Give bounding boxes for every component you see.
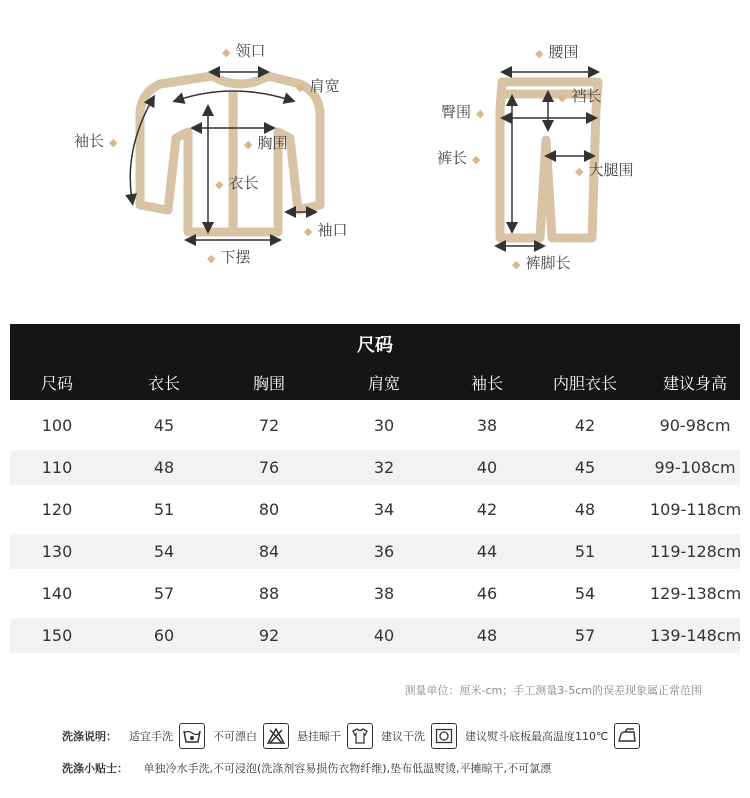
- cell-chest: 84: [258, 542, 280, 561]
- cell-shoulder: 34: [373, 500, 395, 519]
- cell-size: 120: [41, 500, 73, 519]
- cell-sleeve: 46: [476, 584, 498, 603]
- label-collar: ◆ 领口: [222, 42, 266, 60]
- wash-item-hang-dry: [297, 723, 373, 749]
- wash-item-dry-clean: [381, 723, 457, 749]
- cell-sleeve: 40: [476, 458, 498, 477]
- cell-length: 45: [153, 416, 175, 435]
- iron-icon: [614, 723, 640, 749]
- washing-instructions: [62, 718, 712, 754]
- header-height: 建议身高: [662, 373, 727, 393]
- cell-sleeve: 38: [476, 416, 498, 435]
- cell-length: 57: [153, 584, 175, 603]
- hand-wash-icon: [179, 723, 205, 749]
- cell-size: 150: [41, 626, 73, 645]
- jacket-measure-lines: [130, 72, 312, 240]
- hang-dry-icon: [347, 723, 373, 749]
- table-header-row: [10, 364, 740, 400]
- cell-lining-length: 42: [574, 416, 596, 435]
- cell-height: 119-128cm: [650, 542, 742, 561]
- measurement-diagram: [0, 0, 750, 290]
- cell-length: 48: [153, 458, 175, 477]
- cell-length: 60: [153, 626, 175, 645]
- cell-height: 129-138cm: [650, 584, 742, 603]
- cell-chest: 92: [258, 626, 280, 645]
- jacket-outline: [140, 76, 320, 232]
- label-chest: ◆ 胸围: [244, 134, 288, 152]
- wash-label: 适宜手洗: [129, 730, 173, 743]
- cell-height: 109-118cm: [650, 500, 742, 519]
- header-shoulder: 肩宽: [367, 373, 400, 393]
- dry-clean-icon: [431, 723, 457, 749]
- cell-size: 130: [41, 542, 73, 561]
- header-sleeve: 袖长: [470, 373, 503, 393]
- cell-lining-length: 54: [574, 584, 596, 603]
- cell-size: 100: [41, 416, 73, 435]
- header-lining-length: 内胆衣长: [552, 373, 617, 393]
- label-hip: 臀围 ◆: [441, 103, 485, 121]
- label-hem: ◆ 下摆: [207, 248, 251, 266]
- wash-item-hand-wash: [129, 723, 205, 749]
- cell-size: 140: [41, 584, 73, 603]
- label-leg-opening: ◆ 裤脚长: [512, 254, 571, 272]
- header-chest: 胸围: [252, 373, 285, 393]
- cell-chest: 76: [258, 458, 280, 477]
- no-bleach-icon: [263, 723, 289, 749]
- cell-lining-length: 48: [574, 500, 596, 519]
- measurement-note: 测量单位：厘米-cm；手工测量3-5cm的误差现象属正常范围: [404, 684, 702, 697]
- label-thigh: ◆ 大腿围: [575, 161, 634, 179]
- wash-label: 不可漂白: [213, 730, 257, 743]
- cell-size: 110: [41, 458, 73, 477]
- table-row: [10, 534, 740, 569]
- wash-label: 建议熨斗底板最高温度110℃: [465, 730, 609, 743]
- table-body: [10, 400, 740, 653]
- cell-height: 99-108cm: [654, 458, 736, 477]
- size-table: [10, 324, 740, 660]
- cell-shoulder: 32: [373, 458, 395, 477]
- cell-lining-length: 57: [574, 626, 596, 645]
- cell-height: 139-148cm: [650, 626, 742, 645]
- cell-sleeve: 44: [476, 542, 498, 561]
- label-shoulder: ◆ 肩宽: [296, 77, 340, 95]
- cell-chest: 72: [258, 416, 280, 435]
- cell-lining-length: 45: [574, 458, 596, 477]
- cell-chest: 80: [258, 500, 280, 519]
- label-crotch: ◆ 裆长: [558, 87, 602, 105]
- table-row: [10, 408, 740, 443]
- cell-length: 51: [153, 500, 175, 519]
- cell-shoulder: 38: [373, 584, 395, 603]
- cell-shoulder: 36: [373, 542, 395, 561]
- wash-item-iron: [465, 723, 640, 749]
- cell-shoulder: 30: [373, 416, 395, 435]
- wash-label: 悬挂晾干: [297, 730, 341, 743]
- header-size: 尺码: [40, 373, 73, 393]
- header-length: 衣长: [147, 373, 180, 393]
- washing-tips: [62, 760, 551, 776]
- cell-chest: 88: [258, 584, 280, 603]
- tips-title: 洗涤小贴士：: [62, 762, 128, 775]
- cell-length: 54: [153, 542, 175, 561]
- cell-sleeve: 42: [476, 500, 498, 519]
- table-row: [10, 618, 740, 653]
- label-cuff: ◆ 袖口: [304, 221, 348, 239]
- cell-height: 90-98cm: [659, 416, 731, 435]
- cell-sleeve: 48: [476, 626, 498, 645]
- table-row: [10, 450, 740, 485]
- cell-lining-length: 51: [574, 542, 596, 561]
- wash-label: 建议干洗: [381, 730, 425, 743]
- label-sleeve: 袖长 ◆: [74, 132, 118, 150]
- wash-item-no-bleach: [213, 723, 289, 749]
- label-waist: ◆ 腰围: [535, 43, 579, 61]
- wash-title: 洗涤说明：: [62, 730, 117, 743]
- label-pants-length: 裤长 ◆: [437, 149, 481, 167]
- table-title: 尺码: [10, 324, 740, 364]
- table-row: [10, 576, 740, 611]
- label-length: ◆ 衣长: [215, 174, 259, 192]
- tips-text: 单独冷水手洗,不可浸泡(洗涤剂容易损伤衣物纤维),垫布低温熨烫,平摊晾干,不可氯漂: [143, 762, 552, 775]
- table-row: [10, 492, 740, 527]
- cell-shoulder: 40: [373, 626, 395, 645]
